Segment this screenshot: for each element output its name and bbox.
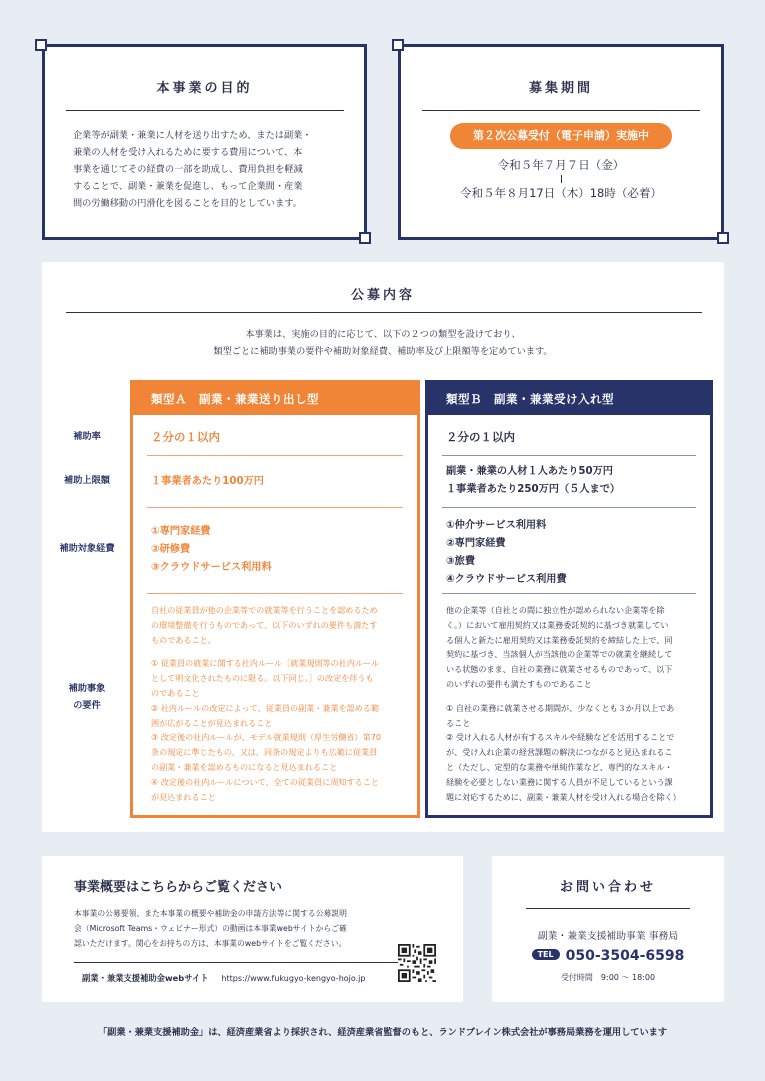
contact-box	[492, 856, 724, 1002]
expense-item: ②専門家経費	[446, 538, 506, 549]
overview-line: 認いただけます。関心をお持ちの方は、本事業のwebサイトをご覧ください。	[74, 939, 347, 948]
cap-line: 副業・兼業の人材１人あたり50万円	[446, 466, 613, 477]
purpose-line: 間の労働移動の円滑化を図ることを目的としています。	[73, 198, 302, 209]
overview-box	[42, 856, 463, 1002]
req-line: のいずれの要件も満たすものであること	[446, 678, 592, 689]
req-line: 契約に基づき、当該個人が当該他の企業等での就業を継続して	[446, 649, 673, 660]
contact-divider	[526, 908, 690, 909]
period-title: 募集期間	[528, 81, 593, 96]
req-line: 題に対応するために、副業・兼業人材を受け入れる場合を除く）	[446, 791, 681, 802]
cap-line: １事業者あたり250万円（５人まで）	[446, 484, 621, 495]
content-divider	[66, 312, 702, 313]
type-b-cap	[446, 463, 696, 499]
expense-item: ③旅費	[446, 556, 476, 567]
expense-item: ④クラウドサービス利用費	[446, 574, 567, 585]
req-line: の環境整備を行うものであって、以下のいずれの要件も満たす	[151, 619, 378, 630]
row-label-line: の要件	[73, 700, 101, 711]
row-label-requirements	[42, 680, 132, 714]
row-label-cap: 補助上限額	[64, 475, 110, 486]
overview-body	[74, 906, 392, 951]
corner-decoration	[359, 232, 371, 244]
period-end: 令和５年８月17日（木）18時（必着）	[460, 186, 662, 200]
purpose-divider	[66, 110, 344, 111]
type-a-cap: １事業者あたり100万円	[151, 476, 264, 487]
overview-line: 会（Microsoft Teams・ウェビナー形式）の動画は本事業webサイトからご確	[74, 924, 347, 933]
phone-number[interactable]: 050-3504-6598	[565, 948, 685, 964]
purpose-line: することで、副業・兼業を促進し、もって企業間・産業	[73, 181, 303, 192]
row-divider	[147, 593, 403, 594]
type-b-expenses	[446, 517, 696, 589]
type-a-header: 類型Ａ 副業・兼業送り出し型	[133, 383, 417, 415]
req-line: ③ 改定後の社内ルールが、モデル就業規則（厚生労働省）第70	[151, 732, 382, 743]
period-connector	[561, 175, 562, 183]
req-line: ② 社内ルールの改定によって、従業員の副業・兼業を認める範	[151, 702, 380, 713]
contact-title: お問い合わせ	[559, 880, 656, 895]
content-title: 公募内容	[350, 288, 415, 303]
row-label-line: 補助事象	[68, 683, 106, 694]
purpose-line: 兼業の人材を受け入れるために要する費用について、本	[73, 147, 303, 158]
req-line: として明文化されたものに限る。以下同じ。］の改定を伴うも	[151, 673, 374, 684]
req-line: のであること	[151, 687, 200, 698]
purpose-title: 本事業の目的	[156, 81, 253, 96]
type-b-rate: ２分の１以内	[446, 430, 515, 444]
footer-note: 「副業・兼業支援補助金」は、経済産業省より採択され、経済産業省監督のもと、ランドブレイン株式会社が事務局業務を運用しています	[97, 1027, 668, 1038]
expense-item: ①専門家経費	[151, 526, 211, 537]
row-divider	[442, 455, 696, 456]
overview-line: 本事業の公募要領、また本事業の概要や補助金の申請方法等に関する公募説明	[74, 909, 347, 918]
req-line: が、受け入れ企業の経営課題の解決につながると見込まれるこ	[446, 747, 673, 758]
type-b-header: 類型Ｂ 副業・兼業受け入れ型	[428, 383, 710, 415]
req-line: と（ただし、定型的な業務や単純作業など、専門的なスキル・	[446, 761, 673, 772]
req-line: 自社の従業員が他の企業等での就業等を行うことを認めるため	[151, 605, 378, 615]
req-line: が見込まれること	[151, 791, 216, 802]
type-a-expenses	[151, 523, 403, 577]
row-divider	[442, 593, 696, 594]
req-line: 条の規定に準じたもの、又は、同条の規定よりも広範に従業員	[151, 747, 378, 758]
overview-title: 事業概要はこちらからご覧ください	[74, 880, 283, 895]
expense-item: ②研修費	[151, 544, 191, 555]
status-badge: 第２次公募受付（電子申請）実施中	[450, 123, 672, 149]
purpose-body	[73, 127, 340, 212]
req-line: いる状態のまま、自社の業務に就業させるものであって、以下	[446, 664, 673, 675]
expense-item: ①仲介サービス利用料	[446, 520, 547, 531]
purpose-box	[42, 44, 367, 240]
content-panel	[42, 262, 724, 832]
period-box	[398, 44, 724, 240]
req-line: ① 従業員の就業に関する社内ルール［就業規則等の社内ルール	[151, 658, 380, 669]
req-line: ① 自社の業務に就業させる期間が、少なくとも３か月以上であ	[446, 702, 675, 713]
qr-code-icon[interactable]	[398, 944, 436, 982]
expense-item: ③クラウドサービス利用料	[151, 562, 272, 573]
req-line: 囲が広がることが見込まれること	[151, 717, 273, 728]
req-line: る個人と新たに雇用契約又は業務委託契約を締結した上で、同	[446, 634, 673, 645]
type-b-column	[425, 380, 713, 818]
req-line: の副業・兼業を認めるものになると見込まれること	[151, 761, 338, 772]
intro-line: 類型ごとに補助事業の要件や補助対象経費、補助率及び上限額等を定めています。	[213, 346, 553, 357]
req-line: 他の企業等（自社との間に独立性が認められない企業等を除	[446, 605, 665, 615]
row-label-rate: 補助率	[73, 431, 101, 442]
req-line: ものであること。	[151, 634, 216, 645]
website-info	[82, 972, 365, 984]
contact-hours: 受付時間 9:00 〜 18:00	[560, 973, 656, 982]
type-a-requirements	[151, 603, 403, 804]
period-divider	[422, 110, 700, 111]
type-a-rate: ２分の１以内	[151, 430, 220, 444]
purpose-line: 事業を通じてその経費の一部を助成し、費用負担を軽減	[73, 164, 303, 175]
tel-icon: TEL	[532, 949, 560, 960]
row-divider	[442, 507, 696, 508]
req-line: く。）において雇用契約又は業務委託契約に基づき就業してい	[446, 619, 669, 630]
overview-divider	[74, 962, 418, 963]
row-divider	[147, 455, 403, 456]
type-a-column	[130, 380, 420, 818]
intro-line: 本事業は、実施の目的に応じて、以下の２つの類型を設けており、	[245, 329, 521, 340]
corner-decoration	[392, 39, 404, 51]
req-line: ② 受け入れる人材が有するスキルや経験などを活用することで	[446, 732, 675, 743]
website-link[interactable]: https://www.fukugyo-kengyo-hojo.jp	[221, 974, 366, 983]
req-line: ること	[446, 717, 471, 728]
req-line: ④ 改定後の社内ルールについて、全ての従業員に周知すること	[151, 776, 379, 787]
website-label: 副業・兼業支援補助金webサイト	[82, 973, 209, 983]
contact-org: 副業・兼業支援補助事業 事務局	[537, 931, 679, 942]
purpose-line: 企業等が副業・兼業に人材を送り出すため、または副業・	[73, 130, 312, 141]
period-start: 令和５年７月７日（金）	[497, 158, 625, 172]
row-label-expenses: 補助対象経費	[59, 543, 115, 554]
type-b-requirements	[446, 603, 696, 804]
phone-row	[492, 948, 724, 964]
req-line: 経験を必要としない業務に関する人員が不足しているという課	[446, 776, 673, 787]
corner-decoration	[35, 39, 47, 51]
corner-decoration	[717, 232, 729, 244]
row-divider	[147, 507, 403, 508]
content-intro	[42, 326, 724, 360]
